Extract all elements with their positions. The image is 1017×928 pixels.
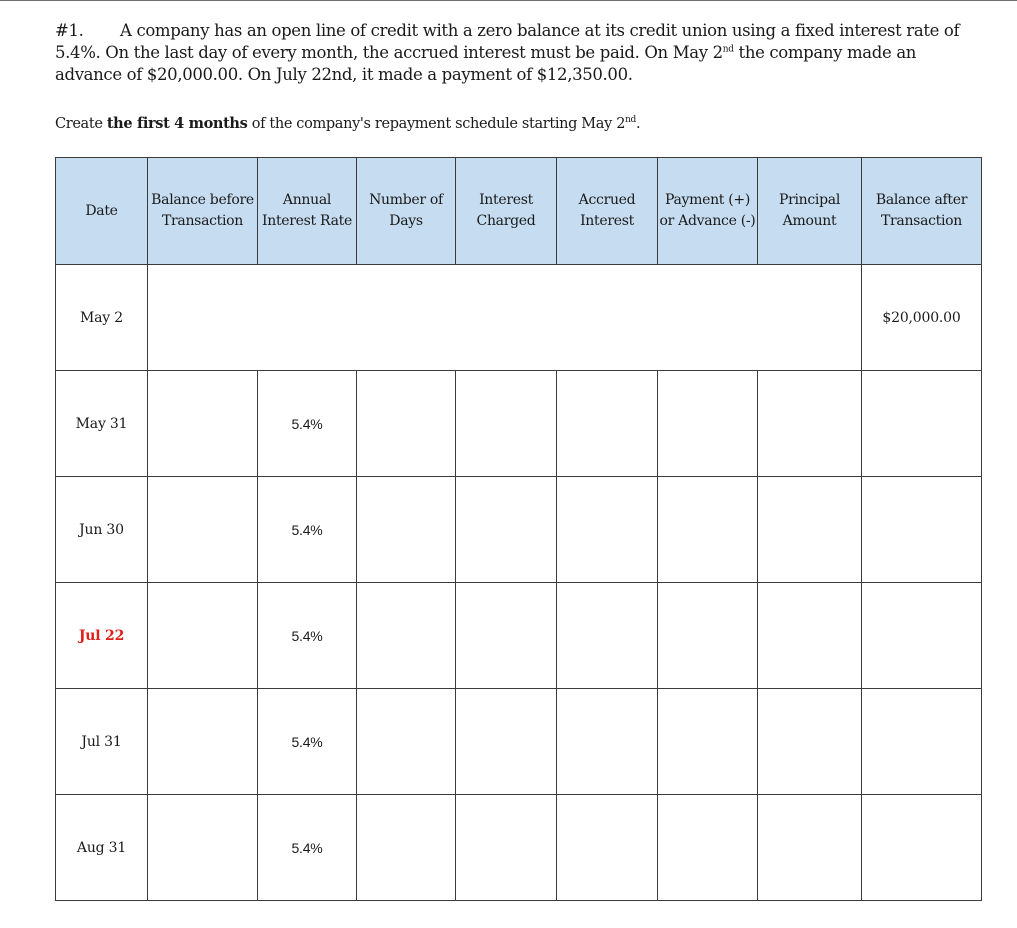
payment-advance-cell[interactable] [658, 689, 758, 795]
accrued-interest-cell[interactable] [557, 583, 658, 689]
header-annual-rate: Annual Interest Rate [258, 158, 357, 265]
problem-number: #1. [55, 21, 84, 40]
table-row [56, 371, 982, 477]
problem-text-continued: the company made an advance of $20,000.00. On July 22nd, it made a payment of $12,350.00. [55, 43, 917, 84]
merged-empty-cell[interactable] [148, 265, 862, 371]
date-cell: May 31 [56, 371, 148, 477]
interest-charged-cell[interactable] [456, 371, 557, 477]
balance-after-cell[interactable] [862, 689, 982, 795]
date-cell-highlighted: Jul 22 [56, 583, 148, 689]
repayment-schedule-table [55, 157, 982, 901]
header-balance-after: Balance after Transaction [862, 158, 982, 265]
payment-advance-cell[interactable] [658, 583, 758, 689]
days-cell[interactable] [357, 689, 456, 795]
header-payment-advance: Payment (+) or Advance (-) [658, 158, 758, 265]
accrued-interest-cell[interactable] [557, 689, 658, 795]
rate-cell: 5.4% [258, 583, 357, 689]
header-date: Date [56, 158, 148, 265]
interest-charged-cell[interactable] [456, 689, 557, 795]
problem-statement [55, 20, 965, 86]
balance-before-cell[interactable] [148, 689, 258, 795]
problem-text: A company has an open line of credit with a zero balance at its credit union using a fixed interest rate of 5.4%. On the last day of every month, the accrued interest must be paid. On May 2 [55, 21, 960, 62]
table-row [56, 689, 982, 795]
days-cell[interactable] [357, 583, 456, 689]
payment-advance-cell[interactable] [658, 371, 758, 477]
accrued-interest-cell[interactable] [557, 795, 658, 901]
table-row [56, 477, 982, 583]
balance-after-cell[interactable] [862, 477, 982, 583]
days-cell[interactable] [357, 371, 456, 477]
accrued-interest-cell[interactable] [557, 477, 658, 583]
instruction [55, 113, 965, 135]
balance-before-cell[interactable] [148, 477, 258, 583]
balance-before-cell[interactable] [148, 795, 258, 901]
principal-cell[interactable] [758, 477, 862, 583]
principal-cell[interactable] [758, 583, 862, 689]
table-row [56, 265, 982, 371]
principal-cell[interactable] [758, 371, 862, 477]
header-number-of-days: Number of Days [357, 158, 456, 265]
date-cell: Jul 31 [56, 689, 148, 795]
rate-cell: 5.4% [258, 795, 357, 901]
header-balance-before: Balance before Transaction [148, 158, 258, 265]
date-cell: May 2 [56, 265, 148, 371]
accrued-interest-cell[interactable] [557, 371, 658, 477]
interest-charged-cell[interactable] [456, 795, 557, 901]
header-accrued-interest: Accrued Interest [557, 158, 658, 265]
days-cell[interactable] [357, 795, 456, 901]
date-cell: Aug 31 [56, 795, 148, 901]
interest-charged-cell[interactable] [456, 477, 557, 583]
rate-cell: 5.4% [258, 477, 357, 583]
date-cell: Jun 30 [56, 477, 148, 583]
header-row [56, 158, 982, 265]
problem-ordinal: nd [722, 44, 734, 55]
days-cell[interactable] [357, 477, 456, 583]
instruction-emphasis: the first 4 months [106, 115, 248, 132]
balance-before-cell[interactable] [148, 583, 258, 689]
rate-cell: 5.4% [258, 371, 357, 477]
instruction-ordinal: nd [625, 115, 636, 126]
top-divider [0, 0, 1017, 1]
instruction-end: . [635, 116, 641, 132]
header-interest-charged: Interest Charged [456, 158, 557, 265]
instruction-pre: Create [55, 116, 107, 132]
header-principal-amount: Principal Amount [758, 158, 862, 265]
table-row [56, 795, 982, 901]
table-row [56, 583, 982, 689]
payment-advance-cell[interactable] [658, 477, 758, 583]
balance-before-cell[interactable] [148, 371, 258, 477]
balance-after-cell: $20,000.00 [862, 265, 982, 371]
instruction-post: of the company's repayment schedule starting May 2 [247, 116, 626, 132]
balance-after-cell[interactable] [862, 371, 982, 477]
principal-cell[interactable] [758, 689, 862, 795]
balance-after-cell[interactable] [862, 583, 982, 689]
principal-cell[interactable] [758, 795, 862, 901]
payment-advance-cell[interactable] [658, 795, 758, 901]
rate-cell: 5.4% [258, 689, 357, 795]
interest-charged-cell[interactable] [456, 583, 557, 689]
balance-after-cell[interactable] [862, 795, 982, 901]
